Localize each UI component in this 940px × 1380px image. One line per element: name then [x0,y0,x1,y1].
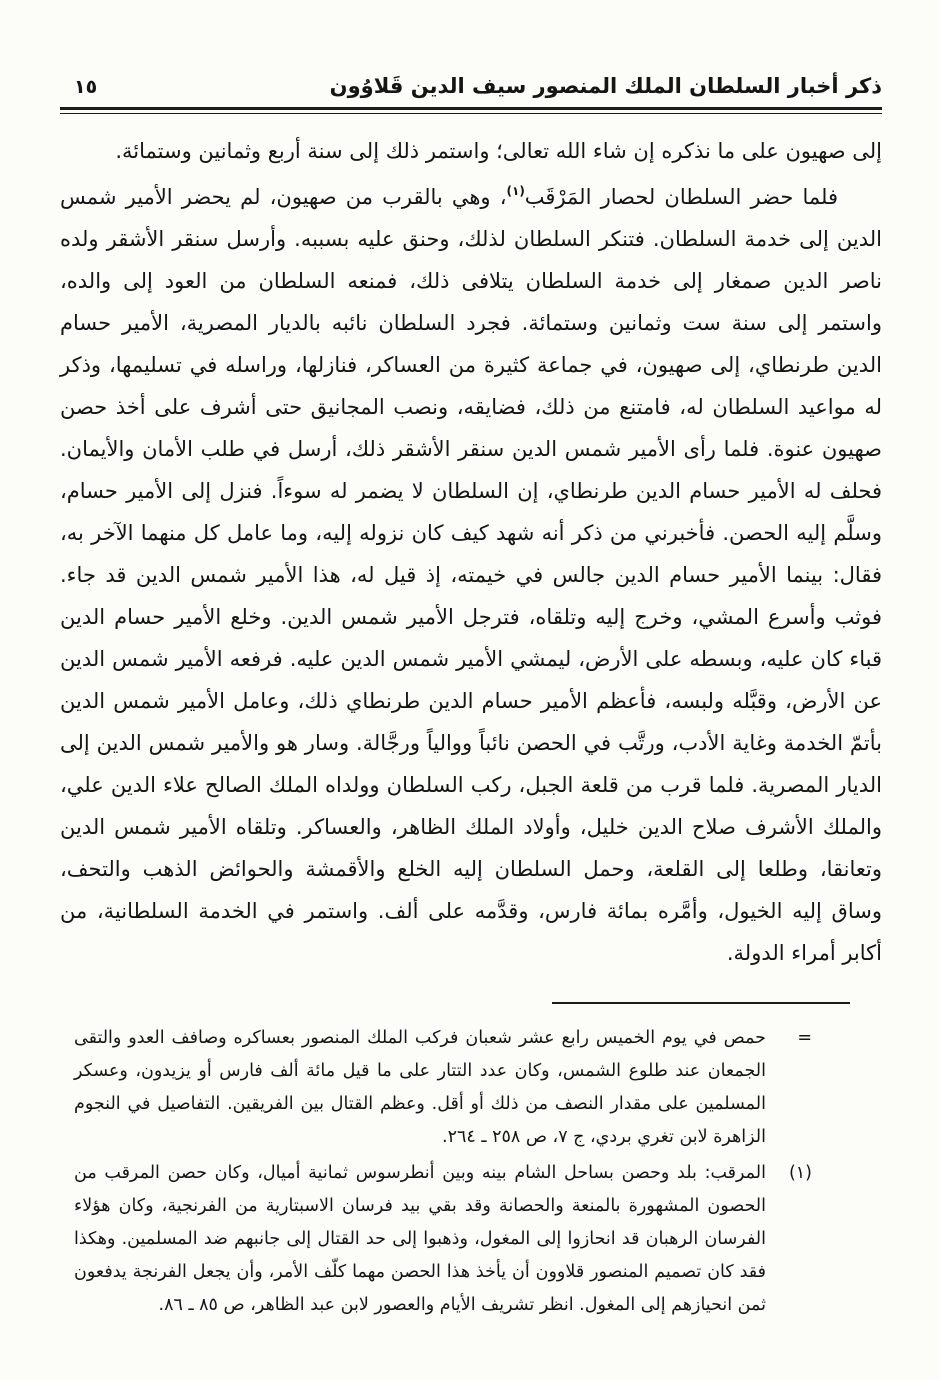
paragraph-2 [60,176,882,974]
footnote-1-marker: (١) [788,1163,812,1183]
paragraph-2-text-after-ref: ، وهي بالقرب من صهيون، لم يحضر الأمير شمس الدين إلى خدمة السلطان. فتنكر السلطان لذلك، وحنق عليه بسببه. وأرسل سنقر الأشقر ولده ناصر الدين صمغار إلى خدمة السلطان يتلافى ذلك، فمنعه السلطان من العود إلى والده، واستمر إلى سنة ست وثمانين وستمائة. فجرد السلطان نائبه بالديار المصرية، الأمير حسام الدين طرنطاي، إلى صهيون، في جماعة كثيرة من العساكر، فنازلها، وراسله في تسليمها، وذكر له مواعيد السلطان له، فامتنع من ذلك، فضايقه، ونصب المجانيق حتى أشرف على أخذ حصن صهيون عنوة. فلما رأى الأمير شمس الدين سنقر الأشقر ذلك، أرسل في طلب الأمان والأيمان. فحلف له الأمير حسام الدين طرنطاي، إن السلطان لا يضمر له سوءاً. فنزل إلى الأمير حسام، وسلَّم إليه الحصن. فأخبرني من ذكر أنه شهد كيف كان نزوله إليه، وما عامل كل منهما الآخر به، فقال: بينما الأمير حسام الدين جالس في خيمته، إذ قيل له، هذا الأمير شمس الدين قد جاء. فوثب وأسرع المشي، وخرج إليه وتلقاه، فترجل الأمير شمس الدين. وخلع الأمير حسام الدين قباء كان عليه، وبسطه على الأرض، ليمشي الأمير شمس الدين عليه. فرفعه الأمير شمس الدين عن الأرض، وقبَّله ولبسه، فأعظم الأمير حسام الدين طرنطاي ذلك، وعامل الأمير شمس الدين بأتمّ الخدمة وغاية الأدب، ورتَّب في الحصن نائباً ووالياً ورجَّالة. وسار هو والأمير شمس الدين إلى الديار المصرية. فلما قرب من قلعة الجبل، ركب السلطان وولداه الملك الصالح علاء الدين علي، والملك الأشرف صلاح الدين خليل، وأولاد الملك الظاهر، والعساكر. وتلقاه الأمير شمس الدين وتعانقا، وطلعا إلى القلعة، وحمل السلطان إليه الخلع والأقمشة والحوائض الذهب والتحف، وساق إليه الخيول، وأمَّره بمائة فارس، وقدَّمه على ألف. واستمر في الخدمة السلطانية، من أكابر أمراء الدولة. [60,185,882,965]
paragraph-2-text-before-ref: فلما حضر السلطان لحصار المَرْقَب [524,185,838,209]
running-head-title: ذكر أخبار السلطان الملك المنصور سيف الدين قَلاوُون [329,74,882,98]
header-rule [60,107,882,114]
footnote-1 [74,1157,812,1322]
footnotes-section [74,1022,812,1322]
page-body [60,130,882,974]
page-number: ١٥ [74,76,98,98]
footnote-1-text: المرقب: بلد وحصن بساحل الشام بينه وبين أنطرسوس ثمانية أميال، وكان حصن المرقب من الحصون المشهورة بالمنعة والحصانة وقد بقي بيد فرسان الاسبتارية من الفرنجية، وكان هؤلاء الفرسان الرهبان قد انحازوا إلى المغول، وذهبوا إلى حد القتال إلى جانبهم ضد المسلمين. وهكذا فقد كان تصميم المنصور قلاوون أن يأخذ هذا الحصن مهما كلّف الأمر، وأن يجعل الفرنجة يدفعون ثمن انحيازهم إلى المغول. انظر تشريف الأيام والعصور لابن عبد الظاهر، ص ٨٥ ـ ٨٦. [74,1163,766,1315]
footnote-separator-rule [552,1002,850,1004]
footnote-reference-1: (١) [506,184,525,198]
paragraph-1: إلى صهيون على ما نذكره إن شاء الله تعالى؛ واستمر ذلك إلى سنة أربع وثمانين وستمائة. [115,139,882,163]
footnote-continuation-text: حمص في يوم الخميس رابع عشر شعبان فركب الملك المنصور بعساكره وصافف العدو والتقى الجمعان عند طلوع الشمس، وكان عدد التتار على ما قيل مائة ألف فارس أو يزيدون، وعسكر المسلمين على مقدار النصف من ذلك أو أقل. وعظم القتال بين الفريقين. التفاصيل في النجوم الزاهرة لابن تغري بردي، ج ٧، ص ٢٥٨ ـ ٢٦٤. [74,1028,766,1147]
page-header [60,74,882,98]
footnote-continuation-marker: = [797,1028,812,1048]
footnote-continuation [74,1022,812,1154]
